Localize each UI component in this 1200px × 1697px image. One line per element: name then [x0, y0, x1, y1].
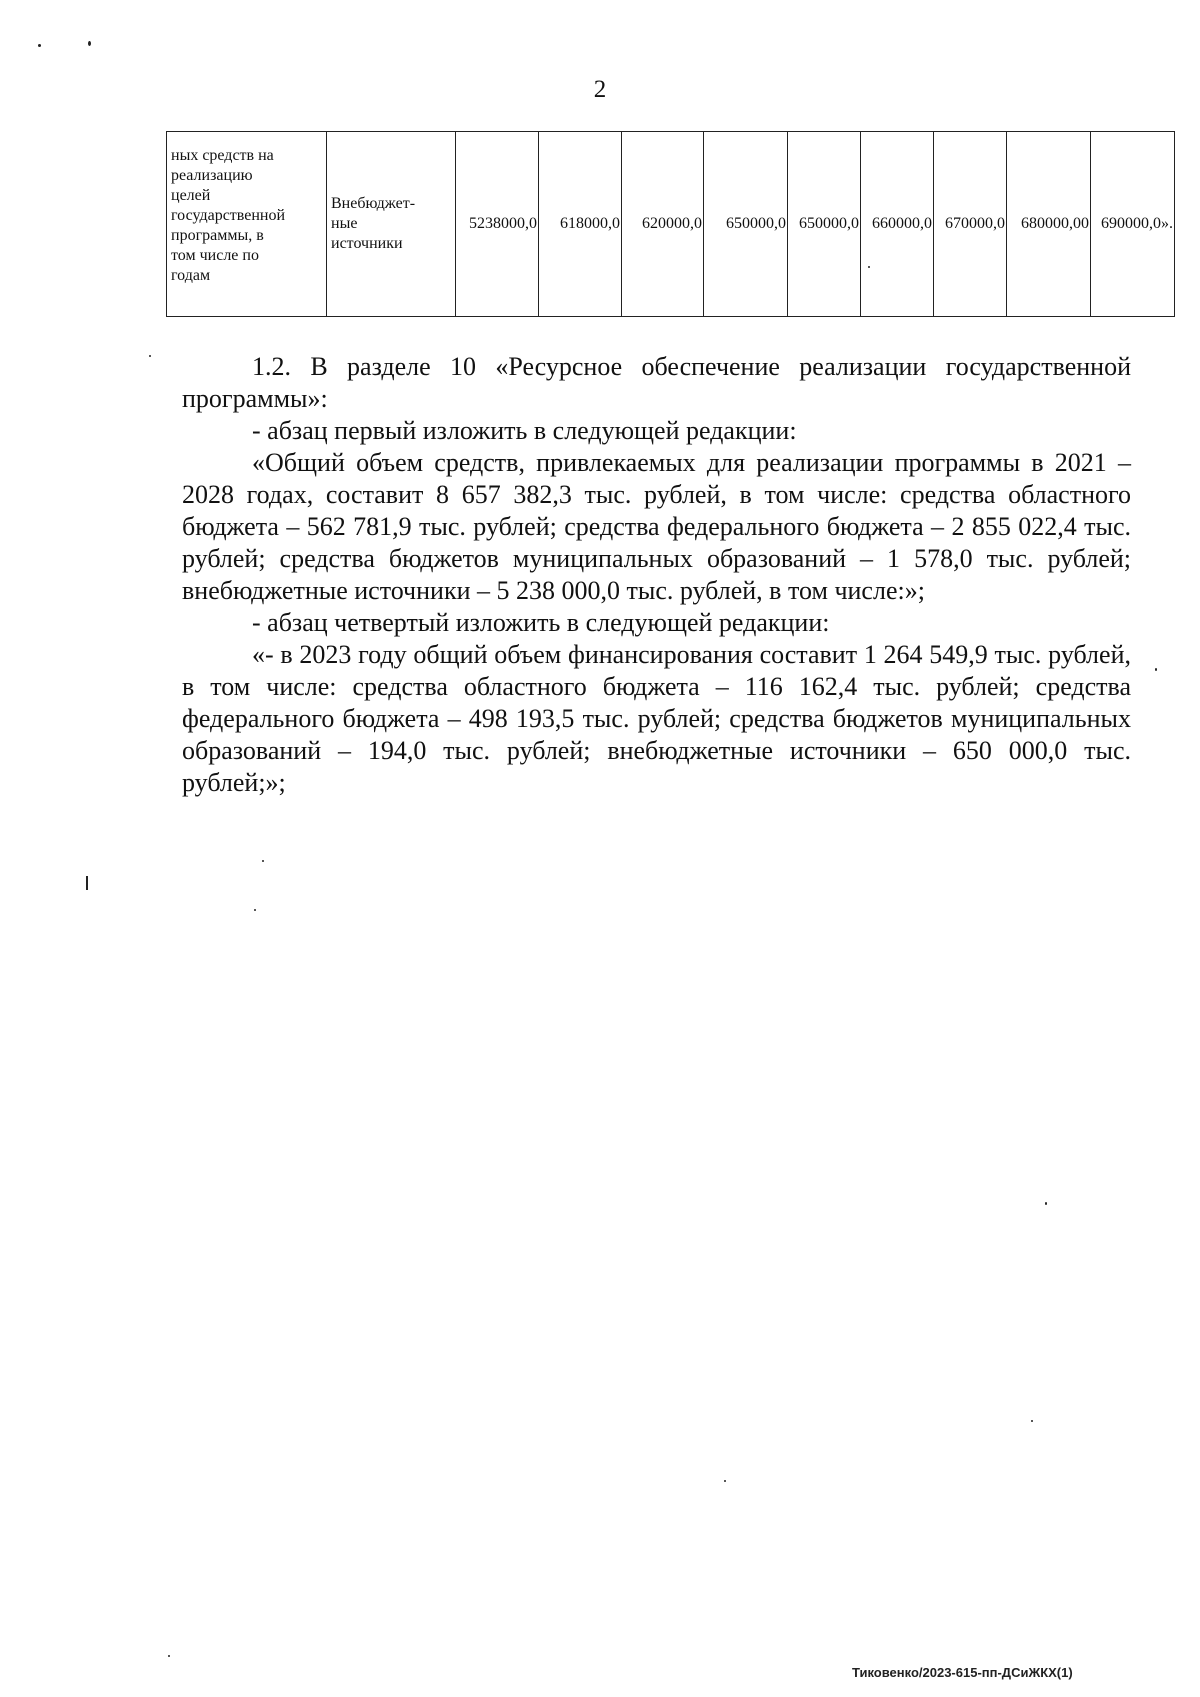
scan-speck — [254, 909, 256, 911]
value-cell: 690000,0». — [1091, 132, 1175, 317]
value-cell: 680000,00 — [1007, 132, 1091, 317]
value-cell-total: 5238000,0 — [456, 132, 539, 317]
value-cell: 618000,0 — [539, 132, 622, 317]
description-cell — [167, 132, 327, 317]
budget-table — [166, 131, 1175, 317]
table-row — [167, 132, 1175, 317]
description-line: том числе по — [171, 247, 259, 264]
scan-speck — [86, 876, 88, 890]
funding-source-cell — [327, 132, 456, 317]
instruction-paragraph: - абзац четвертый изложить в следующей редакции: — [252, 608, 830, 637]
value-cell: 650000,0 — [704, 132, 788, 317]
source-line: ные — [331, 215, 358, 232]
source-line: Внебюджет- — [331, 195, 416, 212]
source-line: источники — [331, 235, 403, 252]
instruction-paragraph: - абзац первый изложить в следующей редакции: — [252, 416, 797, 445]
scan-speck — [149, 355, 151, 357]
description-line: государственной — [171, 207, 286, 224]
section-heading-paragraph: 1.2. В разделе 10 «Ресурсное обеспечение реализации государственной программы»: — [182, 352, 1131, 413]
document-code: Тиковенко/2023-615-пп-ДСиЖКХ(1) — [852, 1665, 1073, 1680]
value-cell: 660000,0 — [861, 132, 934, 317]
value-cell: 670000,0 — [934, 132, 1007, 317]
scan-speck — [88, 41, 91, 46]
description-line: годам — [171, 267, 211, 284]
scan-speck — [168, 1655, 170, 1657]
quoted-paragraph: «Общий объем средств, привлекаемых для реализации программы в 2021 – 2028 годах, составит 8 657 382,3 тыс. рублей, в том числе: средства областного бюджета – 562 781,9 тыс. рублей; средства федерального бюджета – 2 855 022,4 тыс. рублей; средства бюджетов муниципальных образований – 1 578,0 тыс. рублей; внебюджетные источники – 5 238 000,0 тыс. рублей, в том числе:»; — [182, 448, 1131, 605]
page-number: 2 — [593, 76, 607, 103]
scan-speck — [262, 860, 264, 862]
quoted-paragraph: «- в 2023 году общий объем финансирования составит 1 264 549,9 тыс. рублей, в том числе: средства областного бюджета – 116 162,4 тыс. рублей; средства федерального бюджета – 498 193,5 тыс. рублей; средства бюджетов муниципальных образований – 194,0 тыс. рублей; внебюджетные источники – 650 000,0 тыс. рублей;»; — [182, 640, 1131, 797]
description-line: реализацию — [171, 167, 253, 184]
amendment-text — [182, 351, 1131, 799]
scan-speck — [868, 266, 870, 268]
description-line: целей — [171, 187, 211, 204]
scan-speck — [1155, 668, 1157, 671]
description-line: программы, в — [171, 227, 264, 244]
scan-speck — [724, 1480, 726, 1482]
scan-speck — [1031, 1420, 1033, 1422]
scan-speck — [38, 44, 41, 47]
description-line: ных средств на — [171, 147, 274, 164]
value-cell: 650000,0 — [788, 132, 861, 317]
value-cell: 620000,0 — [622, 132, 704, 317]
scan-speck — [1045, 1202, 1047, 1205]
